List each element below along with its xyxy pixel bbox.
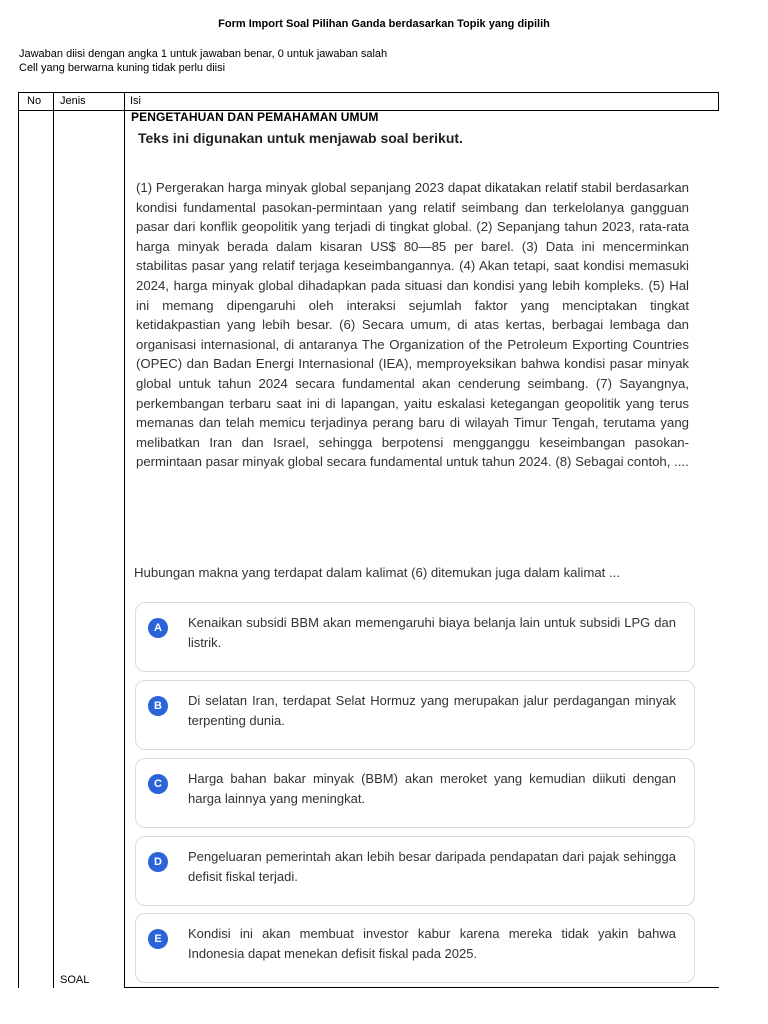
column-header-no: No [27,95,42,107]
table-right-border [718,92,719,111]
reading-passage: (1) Pergerakan harga minyak global sepanjang 2023 dapat dikatakan relatif stabil berdasarkan kondisi fundamental pasokan-permintaan yang relatif seimbang dan terkelolanya gangguan pasar dari konflik geopolitik yang terjadi di tingkat global. (2) Sepanjang tahun 2023, rata-rata harga minyak berada dalam kisaran US$ 80—85 per barel. (3) Data ini mencerminkan stabilitas pasar yang relatif terjaga keseimbangannya. (4) Akan tetapi, saat kondisi memasuki 2024, harga minyak global dihadapkan pada situasi dan kondisi yang lebih kompleks. (5) Hal ini memang dipengaruhi oleh interaksi sejumlah faktor yang menciptakan tingkat ketidakpastian yang lebih besar. (6) Secara umum, di atas kertas, berbagai lembaga dan organisasi internasional, di antaranya The Organization of the Petroleum Exporting Countries (OPEC) dan Badan Energi Internasional (IEA), memproyeksikan bahwa kondisi pasar minyak global untuk tahun 2024 secara fundamental akan cenderung seimbang. (7) Sayangnya, perkembangan terbaru saat ini di lapangan, yaitu eskalasi ketegangan geopolitik yang terus memanas dan telah memicu terjadinya perang baru di wilayah Timur Tengah, terutama yang melibatkan Iran dan Israel, sehingga berpotensi mengganggu keseimbangan pasokan-permintaan pasar minyak global secara fundamental untuk tahun 2024. (8) Sebagai contoh, .... [136,180,689,470]
answer-option-e[interactable] [135,913,695,983]
jenis-cell-value: SOAL [60,974,90,986]
column-header-jenis: Jenis [60,95,86,107]
col-divider-no [53,92,54,988]
answer-option-b[interactable] [135,680,695,750]
option-text: Di selatan Iran, terdapat Selat Hormuz yang merupakan jalur perdagangan minyak terpenting dunia. [188,693,676,728]
col-divider-jenis [124,92,125,988]
table-bottom-border [125,987,719,988]
option-text: Kondisi ini akan membuat investor kabur karena mereka tidak yakin bahwa Indonesia dapat menekan defisit fiskal pada 2025. [188,926,676,961]
question-stem: Hubungan makna yang terdapat dalam kalimat (6) ditemukan juga dalam kalimat ... [134,565,620,580]
section-title: PENGETAHUAN DAN PEMAHAMAN UMUM [131,110,379,124]
option-letter-badge: B [148,696,168,716]
answer-option-c[interactable] [135,758,695,828]
option-letter-badge: C [148,774,168,794]
option-letter-badge: E [148,929,168,949]
answer-option-a[interactable] [135,602,695,672]
column-header-isi: Isi [130,95,141,107]
table-left-border [18,92,19,988]
instruction-yellow-cells: Cell yang berwarna kuning tidak perlu diisi [19,62,226,74]
option-text: Harga bahan bakar minyak (BBM) akan meroket yang kemudian diikuti dengan harga lainnya yang meningkat. [188,771,676,806]
option-text: Pengeluaran pemerintah akan lebih besar daripada pendapatan dari pajak sehingga defisit fiskal terjadi. [188,849,676,884]
option-text: Kenaikan subsidi BBM akan memengaruhi biaya belanja lain untuk subsidi LPG dan listrik. [188,615,676,650]
answer-option-d[interactable] [135,836,695,906]
passage-heading: Teks ini digunakan untuk menjawab soal berikut. [138,130,463,146]
option-letter-badge: A [148,618,168,638]
form-title: Form Import Soal Pilihan Ganda berdasarkan Topik yang dipilih [218,18,550,30]
option-letter-badge: D [148,852,168,872]
instruction-answer-format: Jawaban diisi dengan angka 1 untuk jawaban benar, 0 untuk jawaban salah [19,48,388,60]
